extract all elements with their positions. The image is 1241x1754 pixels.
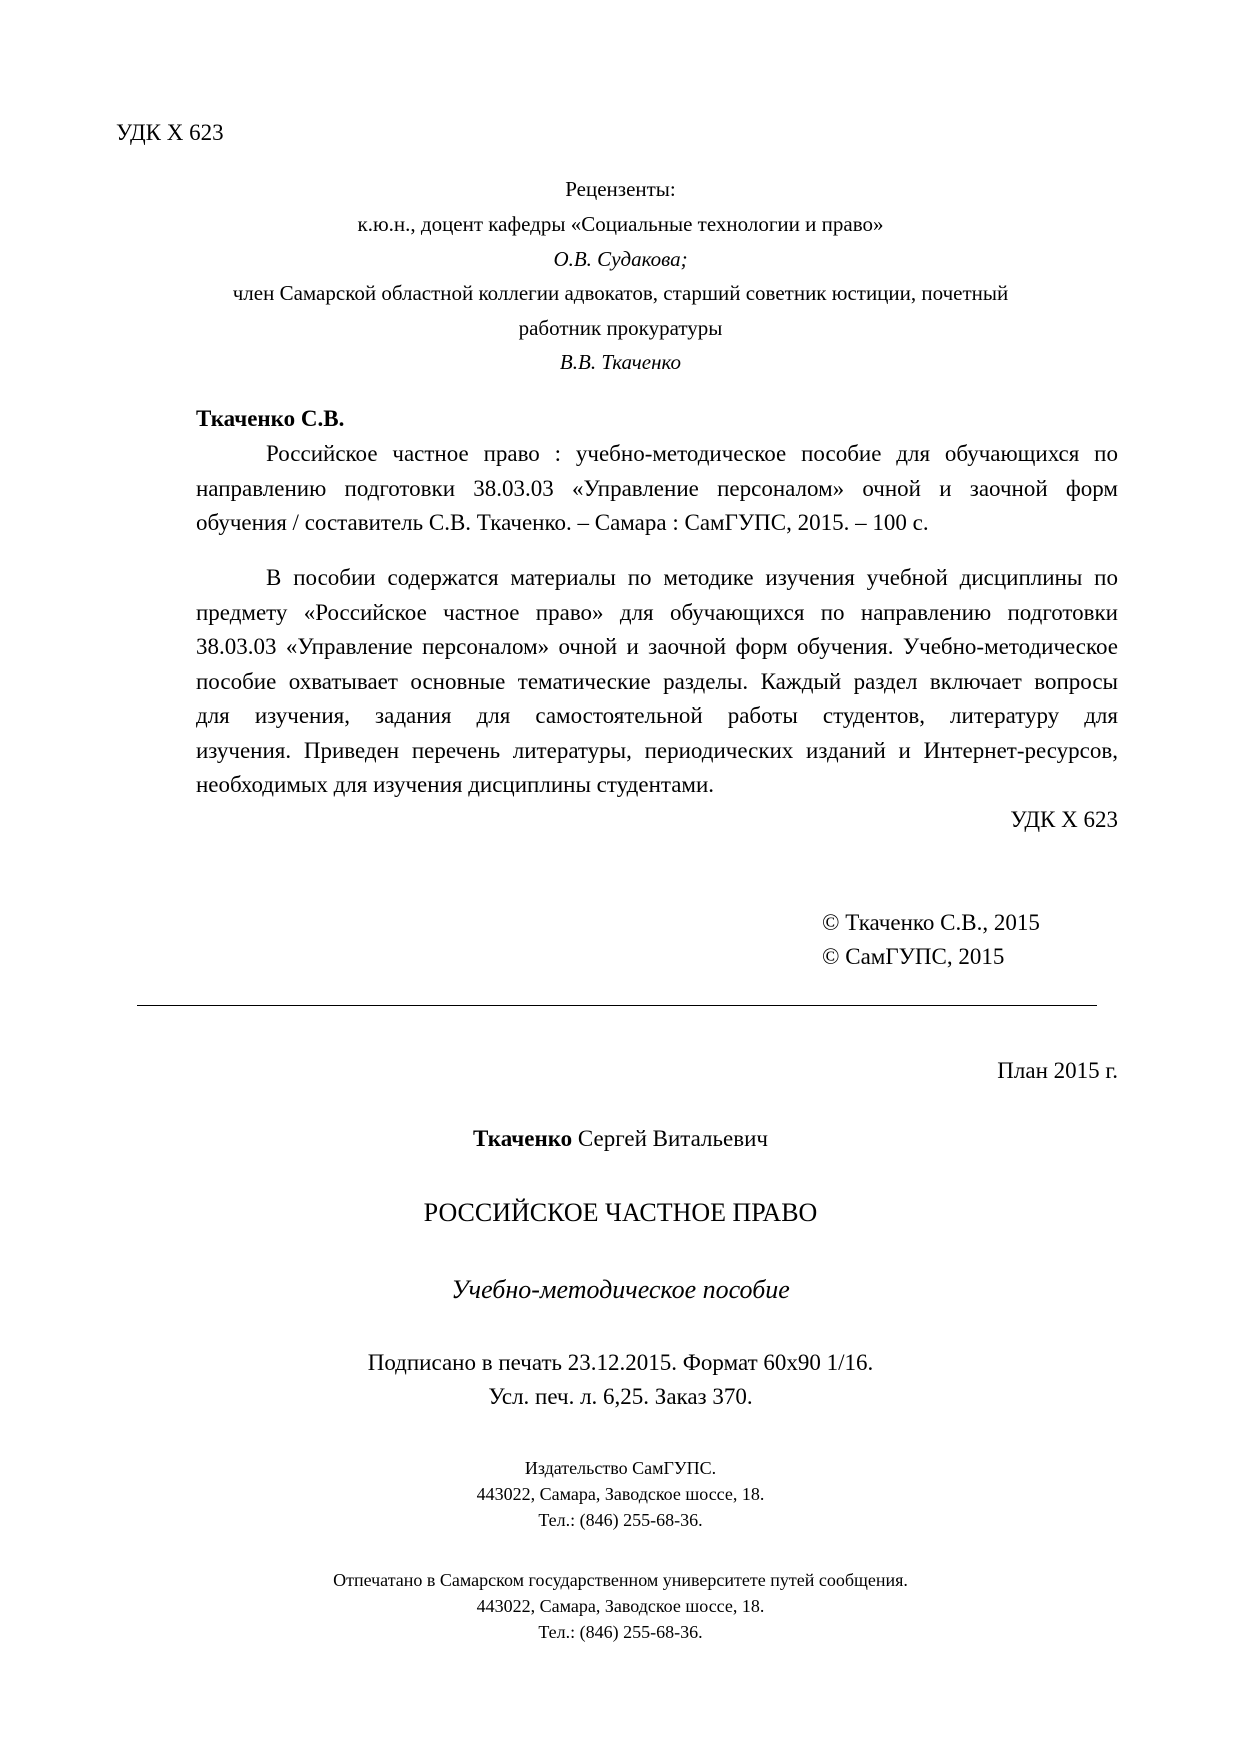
udk-code-top: УДК Х 623 <box>116 120 224 145</box>
print-info-line2: Усл. печ. л. 6,25. Заказ 370. <box>488 1384 753 1409</box>
colophon-subtitle: Учебно-методическое пособие <box>451 1275 790 1304</box>
bibliography-author: Ткаченко С.В. <box>196 406 345 431</box>
abstract-paragraph <box>196 561 1118 803</box>
colophon-author-surname: Ткаченко <box>473 1126 573 1151</box>
printer-address: 443022, Самара, Заводское шоссе, 18. <box>476 1596 765 1616</box>
abstract-line: пособие охватывает основные тематические разделы. Каждый раздел включает вопросы <box>196 668 1118 694</box>
copyright-author: © Ткаченко С.В., 2015 <box>822 910 1040 935</box>
print-info-line1: Подписано в печать 23.12.2015. Формат 60х90 1/16. <box>367 1350 874 1375</box>
bibliography-line: Российское частное право : учебно-методическое пособие для обучающихся по <box>266 441 1118 466</box>
separator-line <box>137 1005 1097 1006</box>
abstract-line: В пособии содержатся материалы по методике изучения учебной дисциплины по <box>266 565 1118 590</box>
abstract-line: 38.03.03 «Управление персоналом» очной и заочной форм обучения. Учебно-методическое <box>196 634 1118 659</box>
abstract-line: для изучения, задания для самостоятельной работы студентов, литературу для <box>196 703 1118 728</box>
abstract-line: предмету «Российское частное право» для обучающихся по направлению подготовки <box>196 599 1118 625</box>
reviewer2-name: В.В. Ткаченко <box>559 350 682 374</box>
copyright-publisher: © СамГУПС, 2015 <box>822 944 1005 969</box>
reviewer1-position: к.ю.н., доцент кафедры «Социальные технологии и право» <box>357 212 884 236</box>
colophon-author-name: Сергей Витальевич <box>572 1126 768 1151</box>
bibliography-line: обучения / составитель С.В. Ткаченко. – Самара : СамГУПС, 2015. – 100 с. <box>196 510 929 535</box>
publisher-phone: Тел.: (846) 255-68-36. <box>538 1510 703 1530</box>
udk-code-bottom: УДК Х 623 <box>1010 807 1118 832</box>
reviewer2-position-line1: член Самарской областной коллегии адвокатов, старший советник юстиции, почетный <box>232 281 1009 305</box>
bibliography-description <box>196 437 1118 541</box>
bibliography-line: направлению подготовки 38.03.03 «Управление персоналом» очной и заочной форм <box>196 475 1118 501</box>
publisher-address: 443022, Самара, Заводское шоссе, 18. <box>476 1484 765 1504</box>
reviewer2-position-line2: работник прокуратуры <box>518 316 723 340</box>
reviewers-heading: Рецензенты: <box>565 177 676 201</box>
printer-phone: Тел.: (846) 255-68-36. <box>538 1622 703 1642</box>
abstract-line: изучения. Приведен перечень литературы, периодических изданий и Интернет-ресурсов, <box>196 737 1118 763</box>
publisher-name: Издательство СамГУПС. <box>524 1458 717 1478</box>
reviewer1-name: О.В. Судакова; <box>553 247 688 271</box>
colophon-author <box>0 1122 1241 1155</box>
abstract-line: необходимых для изучения дисциплины студентами. <box>196 772 715 797</box>
printer-name: Отпечатано в Самарском государственном университете путей сообщения. <box>333 1570 908 1590</box>
colophon-title: РОССИЙСКОЕ ЧАСТНОЕ ПРАВО <box>423 1198 818 1227</box>
plan-year: План 2015 г. <box>997 1058 1118 1083</box>
